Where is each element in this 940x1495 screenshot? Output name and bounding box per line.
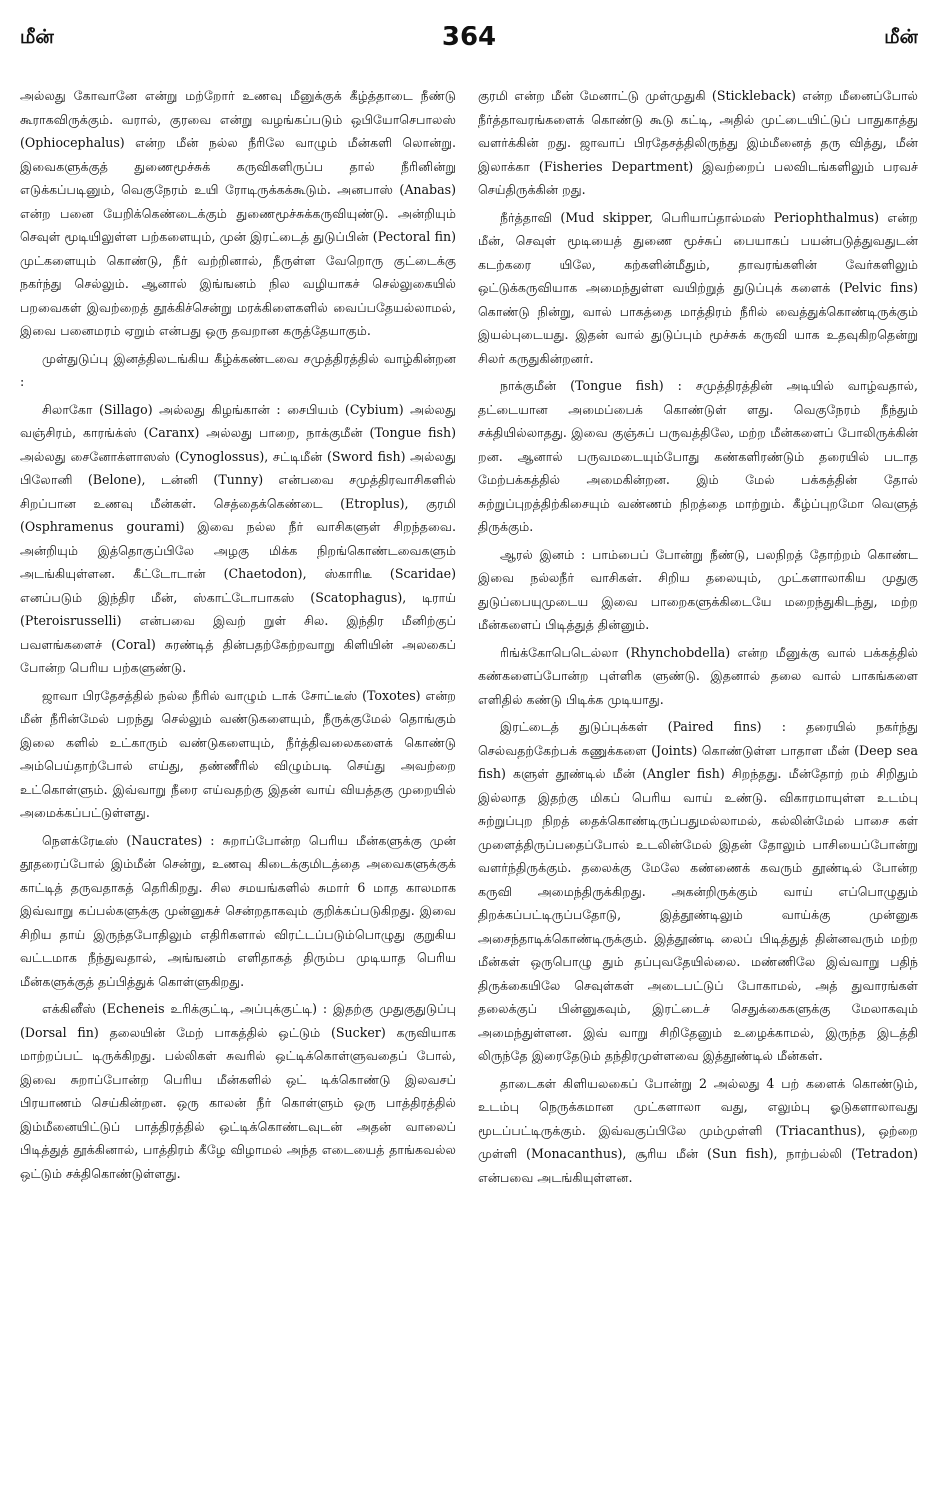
left-column — [20, 84, 456, 1476]
page-number: 364 — [441, 26, 497, 52]
paragraph: சிலாகோ (Sillago) அல்லது கிழங்கான் : சைபியம் (Cybium) அல்லது வஞ்சிரம், காரங்க்ஸ் (Caranx) அல்லது பாறை, நாக்குமீன் (Tongue fish) அல்லது சைனோக்ளாஸஸ் (Cynoglossus), சட்டிமீன் (Sword fish) அல்லது பிலோனி (Belone), டன்னி (Tunny) என்பவை சமுத்திரவாசிகளில் சிறப்பான உணவு மீன்கள். செத்தைக்கெண்டை (Etroplus), குரமி (Osphramenus gourami) இவை நல்ல நீர் வாசிகளுள் சிறந்தவை. அன்றியும் இத்தொகுப்பிலே அழகு மிக்க நிறங்கொண்டவைகளும் அடங்கியுள்ளன. கீட்டோடான் (Chaetodon), ஸ்காரிடீ (Scaridae) எனப்படும் இந்திர மீன், ஸ்காட்டோபாகஸ் (Scatophagus), டிராய் (Pteroisrusselli) என்பவை இவற் றுள் சில. இந்திர மீனிற்குப் பவளங்களைச் (Coral) சுரண்டித் தின்பதற்கேற்றவாறு கிளியின் அலகைப் போன்ற பெரிய பற்களுண்டு. — [20, 401, 456, 675]
right-column — [478, 84, 918, 1476]
encyclopedia-page — [20, 26, 918, 1476]
text-columns — [20, 84, 918, 1476]
running-head-left: மீன் — [20, 26, 54, 48]
paragraph: குரமி என்ற மீன் மேனாட்டு முள்முதுகி (Stickleback) என்ற மீனைப்போல் நீர்த்தாவரங்களைக் கொண்டு கூடு கட்டி, அதில் முட்டையிட்டுப் பாதுகாத்து வளர்க்கின் றது. ஜாவாப் பிரதேசத்திலிருந்து இம்மீனைத் தரு வித்து, மீன் இலாக்கா (Fisheries Department) இவற்றைப் பலவிடங்களிலும் பரவச் செய்திருக்கின் றது. — [478, 88, 918, 197]
paragraph: ரிங்க்கோபெடெல்லா (Rhynchobdella) என்ற மீனுக்கு வால் பக்கத்தில் கண்களைப்போன்ற புள்ளிக ளுண்டு. இதனால் தலை வால் பாகங்களை எளிதில் கண்டு பிடிக்க முடியாது. — [478, 644, 918, 707]
running-head — [20, 26, 918, 78]
paragraph: நீர்த்தாவி (Mud skipper, பெரியாப்தால்மஸ் Periophthalmus) என்ற மீன், செவுள் மூடியைத் துணை மூச்சுப் பையாகப் பயன்படுத்துவதுடன் கடற்கரை யிலே, கற்களின்மீதும், தாவரங்களின் வேர்களிலும் ஒட்டுக்கருவியாக அமைந்துள்ள வயிற்றுத் துடுப்புக் களைக் (Pelvic fins) கொண்டு நின்று, வால் பாகத்தை மாத்திரம் நீரில் வைத்துக்கொண்டிருக்கும் இயல்புடையது. இதன் வால் துடுப்பும் மூச்சுக் கருவி யாக உதவுகிறதென்று சிலர் கருதுகின்றனர். — [478, 209, 918, 366]
paragraph: ஆரல் இனம் : பாம்பைப் போன்று நீண்டு, பலநிறத் தோற்றம் கொண்ட இவை நல்லநீர் வாசிகள். சிறிய தலையும், முட்களாலாகிய முதுகு துடுப்பையுமுடைய இவை பாறைகளுக்கிடையே மறைந்துகிடந்து, மற்ற மீன்களைப் பிடித்துத் தின்னும். — [478, 546, 918, 632]
paragraph: தாடைகள் கிளியலகைப் போன்று 2 அல்லது 4 பற் களைக் கொண்டும், உடம்பு நெருக்கமான முட்களாலா வது, எலும்பு ஓடுகளாலாவது மூடப்பட்டிருக்கும். இவ்வகுப்பிலே மும்முள்ளி (Triacanthus), ஒற்றை முள்ளி (Monacanthus), சூரிய மீன் (Sun fish), நாற்பல்லி (Tetradon) என்பவை அடங்கியுள்ளன. — [478, 1075, 918, 1185]
paragraph: முள்துடுப்பு இனத்திலடங்கிய கீழ்க்கண்டவை சமுத்திரத்தில் வாழ்கின்றன : — [20, 350, 456, 389]
paragraph: அல்லது கோவானே என்று மற்றோர் உணவு மீனுக்குக் கீழ்த்தாடை நீண்டு கூராகவிருக்கும். வரால், குரவை என்று வழங்கப்படும் ஒபியோசெபாலஸ் (Ophiocephalus) என்ற மீன் நல்ல நீரிலே வாழும் மீன்களி லொன்று. இவைகளுக்குத் துணைமூச்சுக் கருவிகளிருப்ப தால் நீரினின்று எடுக்கப்படினும், வெகுநேரம் உயி ரோடிருக்கக்கூடும். அனபாஸ் (Anabas) என்ற பனை யேறிக்கெண்டைக்கும் துணைமூச்சுக்கருவியுண்டு. அன்றியும் செவுள் மூடியிலுள்ள பற்களையும், முன் இரட்டைத் துடுப்பின் (Pectoral fin) முட்களையும் கொண்டு, நீர் வற்றினால், நீருள்ள வேறொரு குட்டைக்கு நகர்ந்து செல்லும். ஆனால் இங்ஙனம் நில வழியாகச் செல்லுகையில் பறவைகள் இவற்றைத் தூக்கிச்சென்று மரக்கிளைகளில் வைப்பதேயல்லாமல், இவை பனைமரம் ஏறும் என்பது ஒரு தவறான கருத்தேயாகும். — [20, 88, 456, 338]
paragraph: ஜாவா பிரதேசத்தில் நல்ல நீரில் வாழும் டாக் சோட்டீஸ் (Toxotes) என்ற மீன் நீரின்மேல் பறந்து செல்லும் வண்டுகளையும், நீருக்குமேல் தொங்கும் இலை களில் உட்காரும் வண்டுகளையும், நீர்த்திவலைகளைக் கொண்டு அம்பெய்தாற்போல் எய்து, தண்ணீரில் விழும்படி செய்து அவற்றை உட்கொள்ளும். இவ்வாறு நீரை எய்வதற்கு இதன் வாய் வியத்தகு முறையில் அமைக்கப்பட்டுள்ளது. — [20, 687, 456, 820]
paragraph: நாக்குமீன் (Tongue fish) : சமுத்திரத்தின் அடியில் வாழ்வதால், தட்டையான அமைப்பைக் கொண்டுள் ளது. வெகுநேரம் நீந்தும் சக்தியில்லாதது. இவை குஞ்சுப் பருவத்திலே, மற்ற மீன்களைப் போலிருக்கின் றன. ஆனால் பருவமடையும்போது கண்களிரண்டும் தரையில் படாத மேற்பக்கத்தில் அமைகின்றன. இம் மேல் பக்கத்தின் தோல் சுற்றுப்புறத்திற்கிசையும் வண்ணம் நிறத்தை மாற்றும். கீழ்ப்புறமோ வெளுத் திருக்கும். — [478, 378, 918, 534]
paragraph: நௌக்ரேடீஸ் (Naucrates) : சுறாப்போன்ற பெரிய மீன்களுக்கு முன் தூதரைப்போல் இம்மீன் சென்று, உணவு கிடைக்குமிடத்தை அவைகளுக்குக் காட்டித் தருவதாகத் தெரிகிறது. சில சமயங்களில் சுமார் 6 மாத காலமாக இவ்வாறு கப்பல்களுக்கு முன்னுகச் சென்றதாகவும் குறிக்கப்படுகிறது. இவை சிறிய தாய் இருந்தபோதிலும் எதிரிகளால் விரட்டப்படும்பொழுது குறுகிய வட்டமாக நீந்துவதால், அங்ஙனம் எளிதாகத் திரும்ப முடியாத பெரிய மீன்களுக்குத் தப்பித்துக் கொள்ளுகிறது. — [20, 832, 456, 989]
paragraph: எக்கினீஸ் (Echeneis உரிக்குட்டி, அப்புக்குட்டி) : இதற்கு முதுகுதுடுப்பு (Dorsal fin) தலையின் மேற் பாகத்தில் ஒட்டும் (Sucker) கருவியாக மாற்றப்பட் டிருக்கிறது. பல்லிகள் சுவரில் ஒட்டிக்கொள்ளுவதைப் போல், இவை சுறாப்போன்ற பெரிய மீன்களில் ஒட் டிக்கொண்டு இலவசப் பிரயாணம் செய்கின்றன. ஒரு காலன் நீர் கொள்ளும் ஒரு பாத்திரத்தில் இம்மீனையிட்டுப் பாத்திரத்தில் ஒட்டிக்கொண்டவுடன் அதன் வாலைப் பிடித்துத் தூக்கினால், பாத்திரம் கீழே விழாமல் அந்த எடையைத் தாங்கவல்ல ஒட்டும் சக்திகொண்டுள்ளது. — [20, 1001, 456, 1181]
running-head-right: மீன் — [884, 26, 918, 48]
paragraph: இரட்டைத் துடுப்புக்கள் (Paired fins) : தரையில் நகர்ந்து செல்வதற்கேற்பக் கணுக்களை (Joints) கொண்டுள்ள பாதாள மீன் (Deep sea fish) களுள் தூண்டில் மீன் (Angler fish) சிறந்தது. மீன்தோற் றம் சிறிதும் இல்லாத இதற்கு மிகப் பெரிய வாய் உண்டு. விகாரமாயுள்ள உடம்பு சுற்றுப்புற நிறத் தைக்கொண்டிருப்பதுமல்லாமல், கல்லின்மேல் பாசை கள் முளைத்திருப்பதைப்போல் உடலின்மேல் இதன் தோலும் பாசியைப்போன்று வளர்ந்திருக்கும். தலைக்கு மேலே கண்ணைக் கவரும் தூண்டில் போன்ற கருவி அமைந்திருக்கிறது. அகன்றிருக்கும் வாய் எப்பொழுதும் திறக்கப்பட்டிருப்பதோடு, இத்தூண்டிலும் வாய்க்கு முன்னுக அசைந்தாடிக்கொண்டிருக்கும். இத்தூண்டி லைப் பிடித்துத் தின்னவரும் மற்ற மீன்கள் ஒருபொழு தும் தப்புவதேயில்லை. மண்ணிலே இவ்வாறு பதிந் திருக்கையிலே செவுள்கள் அடைபட்டுப் போகாமல், அத் துவாரங்கள் தலைக்குப் பின்னுகவும், இரட்டைச் செதுக்கைகளுக்கு மேலாகவும் அமைந்துள்ளன. இவ் வாறு சிறிதேனும் உழைக்காமல், இருந்த இடத்தி லிருந்தே இரைதேடும் தந்திரமுள்ளவை இத்தூண்டில் மீன்கள். — [478, 719, 918, 1063]
